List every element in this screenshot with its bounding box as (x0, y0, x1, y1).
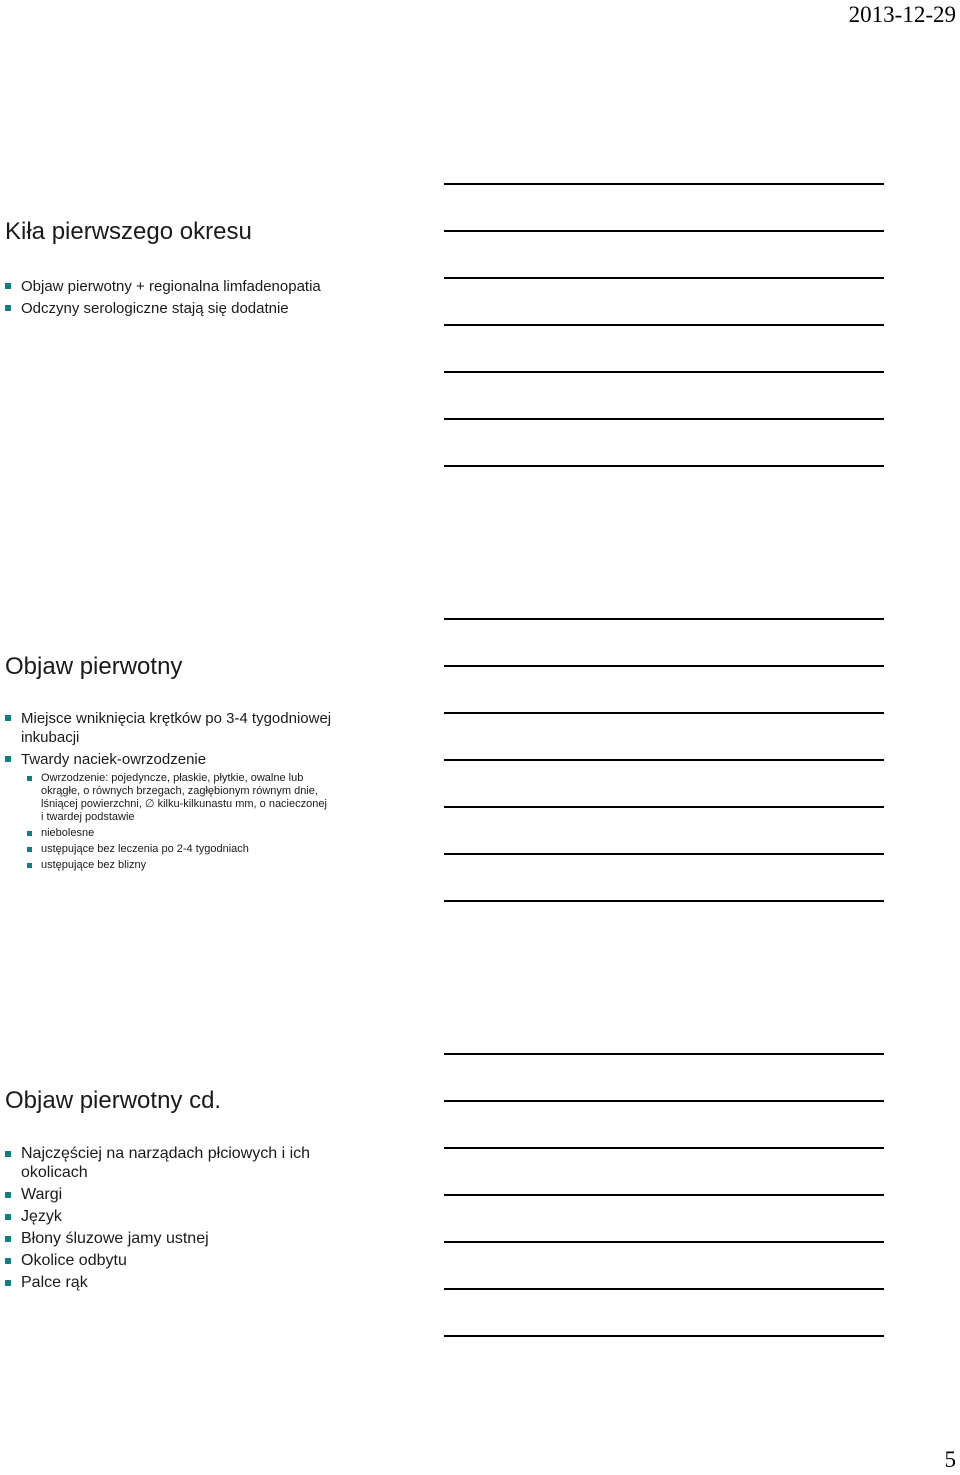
list-item (0, 1251, 350, 1270)
list-item (0, 1144, 350, 1182)
list-item (0, 750, 350, 769)
note-line (444, 759, 884, 761)
sub-bullet-text: ustępujące bez blizny (41, 859, 147, 871)
square-bullet-icon (27, 776, 32, 781)
bullet-text: Odczyny serologiczne stają się dodatnie (21, 300, 289, 317)
square-bullet-icon (5, 756, 11, 762)
note-line (444, 230, 884, 232)
note-line (444, 1241, 884, 1243)
sub-list-item (0, 827, 331, 840)
bullet-text: Wargi (21, 1186, 63, 1203)
note-line (444, 712, 884, 714)
note-line (444, 418, 884, 420)
square-bullet-icon (5, 1151, 11, 1157)
square-bullet-icon (27, 863, 32, 868)
square-bullet-icon (5, 1236, 11, 1242)
note-line (444, 465, 884, 467)
note-line (444, 900, 884, 902)
bullet-text: Miejsce wniknięcia krętków po 3-4 tygodniowej inkubacji (21, 710, 332, 746)
bullet-text: Twardy naciek-owrzodzenie (21, 751, 207, 768)
page-number: 5 (944, 1447, 956, 1472)
bullet-text: Język (21, 1208, 62, 1225)
note-line (444, 1335, 884, 1337)
list-item (0, 299, 350, 318)
bullet-text: Objaw pierwotny + regionalna limfadenopatia (21, 278, 321, 295)
note-line (444, 1100, 884, 1102)
note-line (444, 324, 884, 326)
page-date: 2013-12-29 (848, 2, 956, 27)
note-line (444, 1147, 884, 1149)
list-item (0, 1229, 350, 1248)
slide-title: Kiła pierwszego okresu (5, 218, 252, 245)
note-line (444, 183, 884, 185)
sub-list-item (0, 859, 331, 872)
note-line (444, 853, 884, 855)
bullet-text: Błony śluzowe jamy ustnej (21, 1230, 209, 1247)
square-bullet-icon (5, 1258, 11, 1264)
square-bullet-icon (27, 847, 32, 852)
bullet-list (0, 1144, 350, 1295)
list-item (0, 1273, 350, 1292)
bullet-list (0, 709, 350, 875)
square-bullet-icon (5, 1192, 11, 1198)
square-bullet-icon (5, 305, 11, 311)
note-line (444, 618, 884, 620)
bullet-list (0, 277, 350, 321)
note-line (444, 1053, 884, 1055)
square-bullet-icon (5, 715, 11, 721)
sub-list-item (0, 772, 331, 824)
note-line (444, 1288, 884, 1290)
sub-list-item (0, 843, 331, 856)
sub-bullet-text: niebolesne (41, 827, 95, 839)
slide-title: Objaw pierwotny cd. (5, 1087, 222, 1114)
sub-bullet-text: ustępujące bez leczenia po 2-4 tygodniach (41, 843, 249, 855)
note-line (444, 665, 884, 667)
list-item (0, 277, 350, 296)
note-line (444, 277, 884, 279)
bullet-text: Okolice odbytu (21, 1252, 127, 1269)
square-bullet-icon (5, 283, 11, 289)
slide-title: Objaw pierwotny (5, 653, 183, 680)
list-item (0, 1185, 350, 1204)
list-item (0, 1207, 350, 1226)
bullet-text: Palce rąk (21, 1274, 88, 1291)
note-line (444, 1194, 884, 1196)
note-line (444, 806, 884, 808)
bullet-text: Najczęściej na narządach płciowych i ich okolicach (21, 1145, 311, 1181)
note-line (444, 371, 884, 373)
square-bullet-icon (5, 1214, 11, 1220)
list-item (0, 709, 350, 747)
square-bullet-icon (5, 1280, 11, 1286)
sub-bullet-text: Owrzodzenie: pojedyncze, płaskie, płytkie, owalne lub okrągłe, o równych brzegach, zagłębionym równym dnie, lśniącej powierzchni, ∅ kilku-kilkunastu mm, o nacieczonej i twardej podstawie (41, 772, 327, 823)
square-bullet-icon (27, 831, 32, 836)
